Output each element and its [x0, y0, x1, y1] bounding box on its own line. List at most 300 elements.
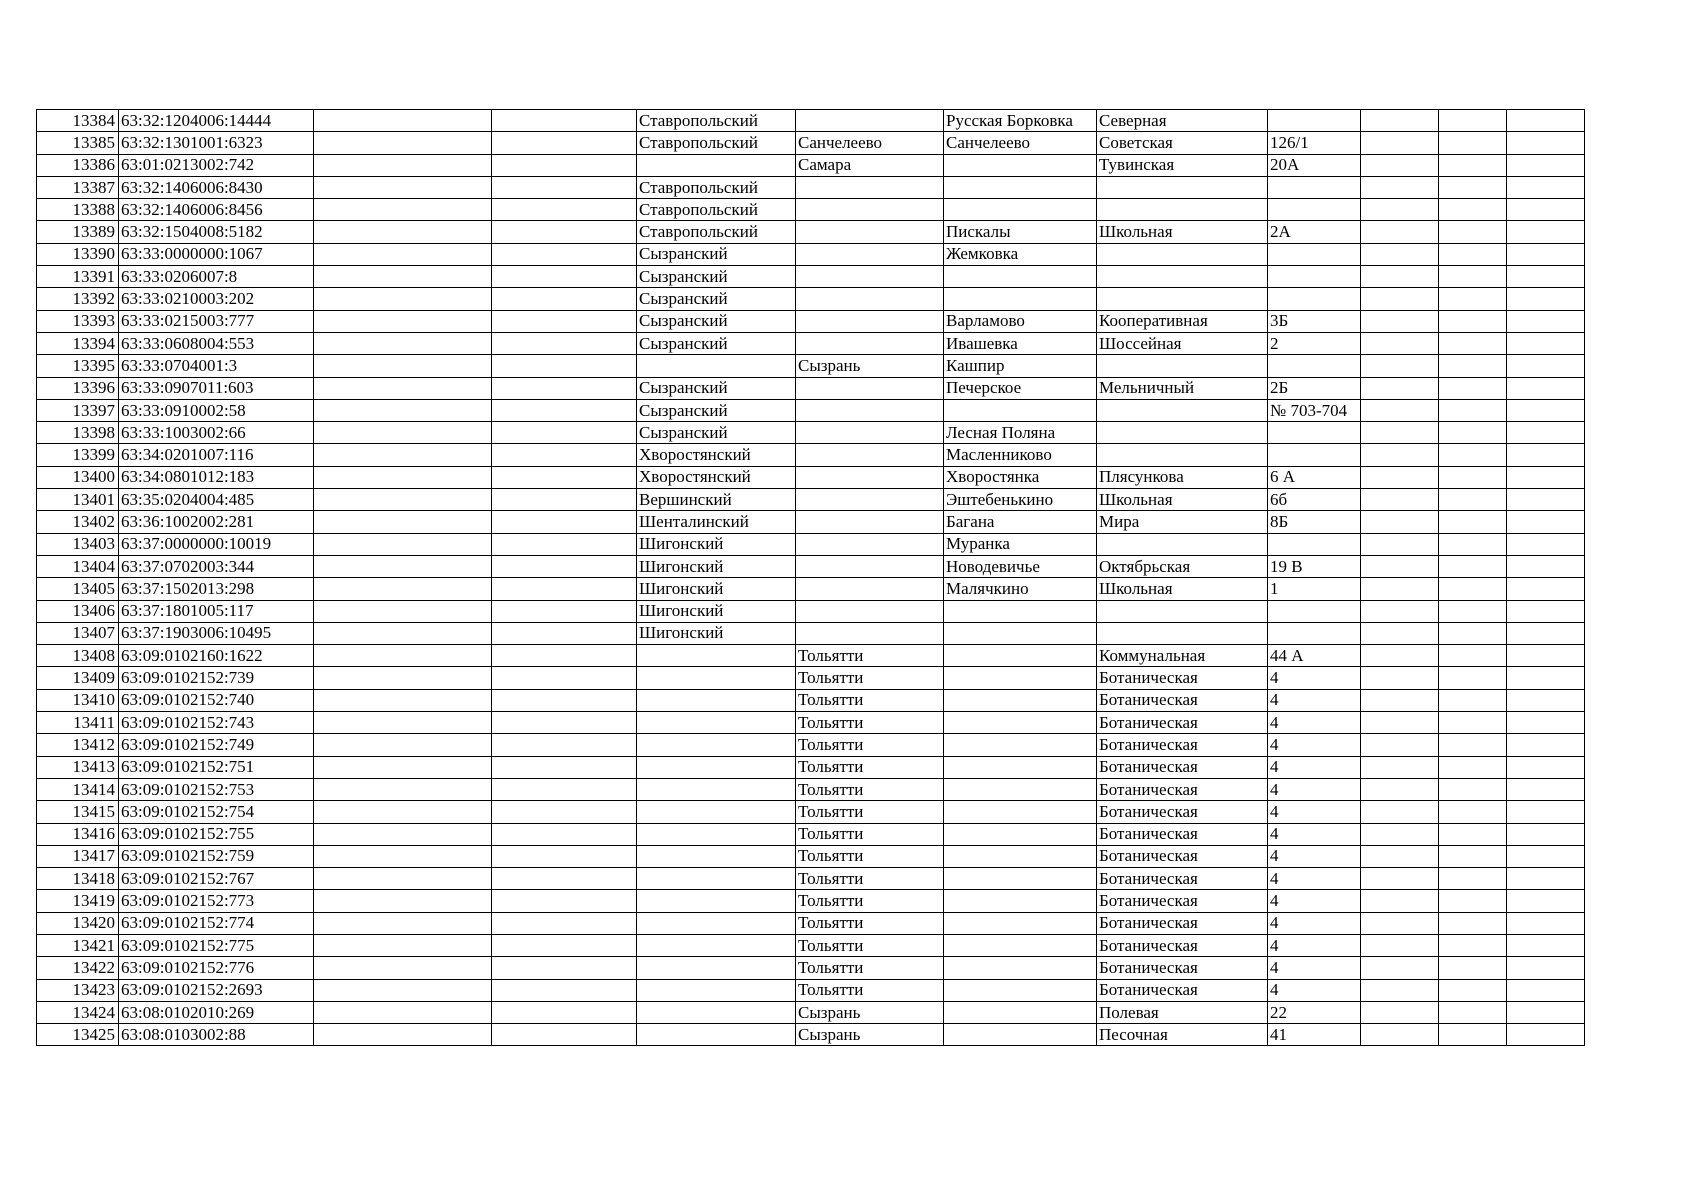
- cell-empty-col-3: [314, 110, 492, 132]
- table-row: [37, 801, 1585, 823]
- cell-settlement: [944, 712, 1097, 734]
- cell-empty-col-11: [1439, 132, 1507, 154]
- cell-street: Ботаническая: [1097, 712, 1268, 734]
- cell-empty-col-11: [1439, 176, 1507, 198]
- cell-cadastral-number: 63:37:0702003:344: [119, 555, 314, 577]
- cell-house-number: [1268, 444, 1361, 466]
- cell-house-number: [1268, 355, 1361, 377]
- cell-row-number: 13401: [37, 489, 119, 511]
- cell-empty-col-4: [492, 801, 637, 823]
- cell-empty-col-4: [492, 511, 637, 533]
- cell-empty-col-4: [492, 310, 637, 332]
- cell-city: Тольятти: [796, 912, 944, 934]
- cell-empty-col-4: [492, 444, 637, 466]
- cell-empty-col-4: [492, 778, 637, 800]
- cell-empty-col-3: [314, 489, 492, 511]
- cell-empty-col-11: [1439, 957, 1507, 979]
- cell-street: Мельничный: [1097, 377, 1268, 399]
- cell-empty-col-10: [1361, 377, 1439, 399]
- cell-city: [796, 221, 944, 243]
- cell-cadastral-number: 63:09:0102152:775: [119, 934, 314, 956]
- cadastral-table: [36, 109, 1585, 1046]
- cell-empty-col-4: [492, 868, 637, 890]
- cell-cadastral-number: 63:32:1301001:6323: [119, 132, 314, 154]
- table-row: [37, 934, 1585, 956]
- cell-settlement: [944, 689, 1097, 711]
- cell-street: Шоссейная: [1097, 332, 1268, 354]
- cell-settlement: [944, 622, 1097, 644]
- cell-district: Хворостянский: [637, 444, 796, 466]
- cell-house-number: [1268, 199, 1361, 221]
- cell-settlement: [944, 667, 1097, 689]
- cell-empty-col-4: [492, 979, 637, 1001]
- cell-cadastral-number: 63:35:0204004:485: [119, 489, 314, 511]
- cell-row-number: 13420: [37, 912, 119, 934]
- cell-empty-col-11: [1439, 845, 1507, 867]
- cell-house-number: 22: [1268, 1001, 1361, 1023]
- cell-empty-col-4: [492, 266, 637, 288]
- cell-empty-col-4: [492, 689, 637, 711]
- cell-city: Тольятти: [796, 712, 944, 734]
- cell-district: Шигонский: [637, 622, 796, 644]
- cell-city: [796, 243, 944, 265]
- cell-row-number: 13391: [37, 266, 119, 288]
- cell-empty-col-3: [314, 355, 492, 377]
- cell-city: Тольятти: [796, 890, 944, 912]
- cell-row-number: 13395: [37, 355, 119, 377]
- cell-empty-col-3: [314, 645, 492, 667]
- cell-empty-col-11: [1439, 266, 1507, 288]
- cell-empty-col-3: [314, 332, 492, 354]
- cell-district: Ставропольский: [637, 110, 796, 132]
- cell-empty-col-12: [1507, 266, 1585, 288]
- cell-district: Сызранский: [637, 377, 796, 399]
- cell-settlement: [944, 645, 1097, 667]
- cell-settlement: [944, 176, 1097, 198]
- cell-house-number: 6б: [1268, 489, 1361, 511]
- cell-house-number: [1268, 288, 1361, 310]
- cell-cadastral-number: 63:37:0000000:10019: [119, 533, 314, 555]
- cell-empty-col-10: [1361, 868, 1439, 890]
- cell-house-number: 4: [1268, 934, 1361, 956]
- cell-district: Сызранский: [637, 243, 796, 265]
- cell-empty-col-4: [492, 377, 637, 399]
- cell-empty-col-12: [1507, 578, 1585, 600]
- table-row: [37, 310, 1585, 332]
- table-row: [37, 734, 1585, 756]
- cell-street: [1097, 288, 1268, 310]
- cell-empty-col-12: [1507, 957, 1585, 979]
- table-row: [37, 288, 1585, 310]
- cell-row-number: 13416: [37, 823, 119, 845]
- cell-street: [1097, 266, 1268, 288]
- cell-empty-col-10: [1361, 199, 1439, 221]
- cell-house-number: 126/1: [1268, 132, 1361, 154]
- cell-row-number: 13412: [37, 734, 119, 756]
- cell-settlement: [944, 868, 1097, 890]
- cell-empty-col-10: [1361, 243, 1439, 265]
- cell-empty-col-3: [314, 533, 492, 555]
- cell-street: Школьная: [1097, 489, 1268, 511]
- cell-street: [1097, 533, 1268, 555]
- cell-settlement: [944, 600, 1097, 622]
- cell-empty-col-4: [492, 110, 637, 132]
- cell-row-number: 13411: [37, 712, 119, 734]
- cell-street: Ботаническая: [1097, 823, 1268, 845]
- cell-empty-col-10: [1361, 332, 1439, 354]
- cell-settlement: Эштебенькино: [944, 489, 1097, 511]
- cell-empty-col-10: [1361, 1024, 1439, 1046]
- cell-empty-col-11: [1439, 667, 1507, 689]
- cell-street: Ботаническая: [1097, 868, 1268, 890]
- cell-empty-col-11: [1439, 221, 1507, 243]
- cell-empty-col-4: [492, 712, 637, 734]
- table-row: [37, 890, 1585, 912]
- cell-empty-col-3: [314, 734, 492, 756]
- cell-cadastral-number: 63:09:0102160:1622: [119, 645, 314, 667]
- cell-house-number: 8Б: [1268, 511, 1361, 533]
- cell-cadastral-number: 63:34:0801012:183: [119, 466, 314, 488]
- cell-district: [637, 689, 796, 711]
- table-row: [37, 132, 1585, 154]
- cell-empty-col-10: [1361, 154, 1439, 176]
- cell-district: [637, 154, 796, 176]
- cell-empty-col-10: [1361, 979, 1439, 1001]
- cell-row-number: 13398: [37, 422, 119, 444]
- cell-empty-col-10: [1361, 221, 1439, 243]
- cell-district: Хворостянский: [637, 466, 796, 488]
- cell-house-number: 4: [1268, 868, 1361, 890]
- cell-settlement: [944, 845, 1097, 867]
- cell-empty-col-12: [1507, 979, 1585, 1001]
- cell-district: [637, 979, 796, 1001]
- table-row: [37, 823, 1585, 845]
- cell-street: Школьная: [1097, 221, 1268, 243]
- cell-empty-col-10: [1361, 1001, 1439, 1023]
- cell-house-number: 2Б: [1268, 377, 1361, 399]
- cell-empty-col-3: [314, 756, 492, 778]
- cell-empty-col-4: [492, 934, 637, 956]
- cell-district: [637, 1024, 796, 1046]
- cell-empty-col-3: [314, 310, 492, 332]
- cell-empty-col-3: [314, 934, 492, 956]
- cell-empty-col-3: [314, 957, 492, 979]
- cell-cadastral-number: 63:09:0102152:2693: [119, 979, 314, 1001]
- cell-row-number: 13386: [37, 154, 119, 176]
- cell-settlement: Жемковка: [944, 243, 1097, 265]
- cell-row-number: 13423: [37, 979, 119, 1001]
- cell-empty-col-10: [1361, 310, 1439, 332]
- cell-settlement: Новодевичье: [944, 555, 1097, 577]
- table-row: [37, 667, 1585, 689]
- cell-row-number: 13385: [37, 132, 119, 154]
- cell-cadastral-number: 63:33:1003002:66: [119, 422, 314, 444]
- cell-empty-col-11: [1439, 399, 1507, 421]
- cell-empty-col-11: [1439, 555, 1507, 577]
- cell-district: Шигонский: [637, 600, 796, 622]
- cell-settlement: Малячкино: [944, 578, 1097, 600]
- cell-city: [796, 444, 944, 466]
- cell-house-number: [1268, 622, 1361, 644]
- cell-row-number: 13384: [37, 110, 119, 132]
- cell-empty-col-12: [1507, 332, 1585, 354]
- cell-cadastral-number: 63:08:0102010:269: [119, 1001, 314, 1023]
- cell-street: Ботаническая: [1097, 689, 1268, 711]
- cell-empty-col-12: [1507, 176, 1585, 198]
- table-row: [37, 332, 1585, 354]
- cell-empty-col-10: [1361, 622, 1439, 644]
- cell-city: [796, 176, 944, 198]
- cell-city: [796, 489, 944, 511]
- cell-district: Шигонский: [637, 533, 796, 555]
- cell-empty-col-10: [1361, 444, 1439, 466]
- cell-empty-col-12: [1507, 399, 1585, 421]
- cell-empty-col-4: [492, 533, 637, 555]
- cell-district: Сызранский: [637, 266, 796, 288]
- cell-cadastral-number: 63:09:0102152:767: [119, 868, 314, 890]
- cell-empty-col-11: [1439, 979, 1507, 1001]
- cell-settlement: [944, 801, 1097, 823]
- cell-empty-col-11: [1439, 890, 1507, 912]
- cell-empty-col-11: [1439, 756, 1507, 778]
- cell-street: Ботаническая: [1097, 801, 1268, 823]
- cell-city: Тольятти: [796, 778, 944, 800]
- table-row: [37, 778, 1585, 800]
- cell-empty-col-12: [1507, 778, 1585, 800]
- cell-row-number: 13388: [37, 199, 119, 221]
- cell-empty-col-10: [1361, 823, 1439, 845]
- cell-house-number: 4: [1268, 957, 1361, 979]
- cell-district: Сызранский: [637, 332, 796, 354]
- cell-cadastral-number: 63:32:1204006:14444: [119, 110, 314, 132]
- cell-settlement: [944, 756, 1097, 778]
- cell-empty-col-10: [1361, 555, 1439, 577]
- cell-empty-col-4: [492, 734, 637, 756]
- table-row: [37, 845, 1585, 867]
- cell-district: Ставропольский: [637, 132, 796, 154]
- cell-empty-col-10: [1361, 176, 1439, 198]
- cell-empty-col-11: [1439, 355, 1507, 377]
- cell-settlement: [944, 154, 1097, 176]
- cell-house-number: 1: [1268, 578, 1361, 600]
- cell-street: Полевая: [1097, 1001, 1268, 1023]
- cell-settlement: Русская Борковка: [944, 110, 1097, 132]
- cell-row-number: 13417: [37, 845, 119, 867]
- cell-empty-col-3: [314, 377, 492, 399]
- cell-row-number: 13414: [37, 778, 119, 800]
- cell-empty-col-3: [314, 778, 492, 800]
- cell-city: Самара: [796, 154, 944, 176]
- cell-street: [1097, 199, 1268, 221]
- cell-house-number: 19 В: [1268, 555, 1361, 577]
- cell-row-number: 13418: [37, 868, 119, 890]
- cell-empty-col-3: [314, 221, 492, 243]
- cell-empty-col-3: [314, 288, 492, 310]
- cell-row-number: 13408: [37, 645, 119, 667]
- cell-street: Коммунальная: [1097, 645, 1268, 667]
- cell-empty-col-11: [1439, 310, 1507, 332]
- cell-cadastral-number: 63:32:1406006:8430: [119, 176, 314, 198]
- cell-empty-col-11: [1439, 466, 1507, 488]
- cell-row-number: 13390: [37, 243, 119, 265]
- cell-empty-col-12: [1507, 934, 1585, 956]
- cell-cadastral-number: 63:09:0102152:755: [119, 823, 314, 845]
- cell-cadastral-number: 63:08:0103002:88: [119, 1024, 314, 1046]
- cell-street: Школьная: [1097, 578, 1268, 600]
- cell-empty-col-11: [1439, 1001, 1507, 1023]
- cell-empty-col-3: [314, 689, 492, 711]
- cell-settlement: [944, 979, 1097, 1001]
- cell-street: Ботаническая: [1097, 845, 1268, 867]
- cell-empty-col-3: [314, 154, 492, 176]
- table-row: [37, 511, 1585, 533]
- cell-empty-col-12: [1507, 466, 1585, 488]
- cell-district: [637, 734, 796, 756]
- cell-empty-col-11: [1439, 934, 1507, 956]
- cell-city: [796, 466, 944, 488]
- cell-empty-col-4: [492, 489, 637, 511]
- cell-row-number: 13425: [37, 1024, 119, 1046]
- cell-empty-col-12: [1507, 154, 1585, 176]
- cell-district: [637, 778, 796, 800]
- cell-city: Санчелеево: [796, 132, 944, 154]
- cell-city: [796, 511, 944, 533]
- cell-settlement: [944, 1001, 1097, 1023]
- cell-street: Ботаническая: [1097, 756, 1268, 778]
- cell-street: [1097, 600, 1268, 622]
- cell-empty-col-4: [492, 667, 637, 689]
- cell-street: Ботаническая: [1097, 957, 1268, 979]
- cell-street: Ботаническая: [1097, 734, 1268, 756]
- cell-empty-col-12: [1507, 555, 1585, 577]
- cell-cadastral-number: 63:09:0102152:740: [119, 689, 314, 711]
- cell-cadastral-number: 63:09:0102152:754: [119, 801, 314, 823]
- cell-house-number: [1268, 243, 1361, 265]
- cell-settlement: [944, 934, 1097, 956]
- cell-row-number: 13424: [37, 1001, 119, 1023]
- cell-row-number: 13393: [37, 310, 119, 332]
- cell-cadastral-number: 63:33:0210003:202: [119, 288, 314, 310]
- cell-cadastral-number: 63:34:0201007:116: [119, 444, 314, 466]
- cell-empty-col-11: [1439, 422, 1507, 444]
- cell-empty-col-12: [1507, 689, 1585, 711]
- cell-empty-col-12: [1507, 533, 1585, 555]
- cell-empty-col-10: [1361, 912, 1439, 934]
- cell-empty-col-4: [492, 600, 637, 622]
- cell-empty-col-11: [1439, 645, 1507, 667]
- cell-settlement: Масленниково: [944, 444, 1097, 466]
- cell-empty-col-4: [492, 288, 637, 310]
- cell-empty-col-4: [492, 221, 637, 243]
- cell-empty-col-10: [1361, 667, 1439, 689]
- cell-settlement: [944, 957, 1097, 979]
- cell-empty-col-12: [1507, 288, 1585, 310]
- cell-row-number: 13421: [37, 934, 119, 956]
- cell-empty-col-11: [1439, 689, 1507, 711]
- cell-city: Сызрань: [796, 1001, 944, 1023]
- cell-settlement: [944, 912, 1097, 934]
- cell-empty-col-12: [1507, 444, 1585, 466]
- table-row: [37, 422, 1585, 444]
- cell-empty-col-12: [1507, 912, 1585, 934]
- cell-empty-col-3: [314, 199, 492, 221]
- cell-row-number: 13409: [37, 667, 119, 689]
- cell-house-number: 2: [1268, 332, 1361, 354]
- cell-empty-col-12: [1507, 221, 1585, 243]
- cell-empty-col-3: [314, 667, 492, 689]
- cell-city: [796, 110, 944, 132]
- cell-empty-col-10: [1361, 399, 1439, 421]
- cell-house-number: 4: [1268, 778, 1361, 800]
- table-row: [37, 645, 1585, 667]
- cell-district: [637, 934, 796, 956]
- cell-empty-col-12: [1507, 110, 1585, 132]
- table-row: [37, 912, 1585, 934]
- cell-cadastral-number: 63:37:1801005:117: [119, 600, 314, 622]
- cell-house-number: 4: [1268, 667, 1361, 689]
- cell-empty-col-10: [1361, 288, 1439, 310]
- cell-row-number: 13410: [37, 689, 119, 711]
- cell-empty-col-12: [1507, 489, 1585, 511]
- cell-settlement: Муранка: [944, 533, 1097, 555]
- cell-district: Шигонский: [637, 555, 796, 577]
- cell-empty-col-12: [1507, 667, 1585, 689]
- cell-cadastral-number: 63:09:0102152:743: [119, 712, 314, 734]
- cell-city: [796, 422, 944, 444]
- cell-empty-col-3: [314, 511, 492, 533]
- cell-empty-col-4: [492, 243, 637, 265]
- cell-empty-col-11: [1439, 199, 1507, 221]
- cell-empty-col-4: [492, 466, 637, 488]
- cell-row-number: 13387: [37, 176, 119, 198]
- cell-cadastral-number: 63:32:1504008:5182: [119, 221, 314, 243]
- cell-empty-col-11: [1439, 243, 1507, 265]
- cell-street: Ботаническая: [1097, 912, 1268, 934]
- cell-district: [637, 801, 796, 823]
- cell-empty-col-3: [314, 466, 492, 488]
- cell-city: Сызрань: [796, 1024, 944, 1046]
- cell-empty-col-10: [1361, 355, 1439, 377]
- cell-house-number: 4: [1268, 712, 1361, 734]
- cell-cadastral-number: 63:33:0910002:58: [119, 399, 314, 421]
- cell-district: Сызранский: [637, 288, 796, 310]
- cell-city: [796, 288, 944, 310]
- cell-city: [796, 332, 944, 354]
- table-row: [37, 689, 1585, 711]
- cell-empty-col-12: [1507, 712, 1585, 734]
- cell-district: [637, 845, 796, 867]
- cell-settlement: Хворостянка: [944, 466, 1097, 488]
- cell-empty-col-12: [1507, 511, 1585, 533]
- cell-empty-col-12: [1507, 845, 1585, 867]
- cell-street: Тувинская: [1097, 154, 1268, 176]
- cell-empty-col-3: [314, 1001, 492, 1023]
- cell-empty-col-3: [314, 600, 492, 622]
- cell-empty-col-4: [492, 890, 637, 912]
- cell-empty-col-3: [314, 1024, 492, 1046]
- cell-house-number: 3Б: [1268, 310, 1361, 332]
- cell-district: [637, 667, 796, 689]
- cell-row-number: 13400: [37, 466, 119, 488]
- cell-city: [796, 555, 944, 577]
- cell-city: [796, 266, 944, 288]
- cell-settlement: Лесная Поляна: [944, 422, 1097, 444]
- cell-cadastral-number: 63:09:0102152:776: [119, 957, 314, 979]
- cell-street: Ботаническая: [1097, 778, 1268, 800]
- cell-district: [637, 868, 796, 890]
- cell-empty-col-4: [492, 578, 637, 600]
- cell-empty-col-12: [1507, 422, 1585, 444]
